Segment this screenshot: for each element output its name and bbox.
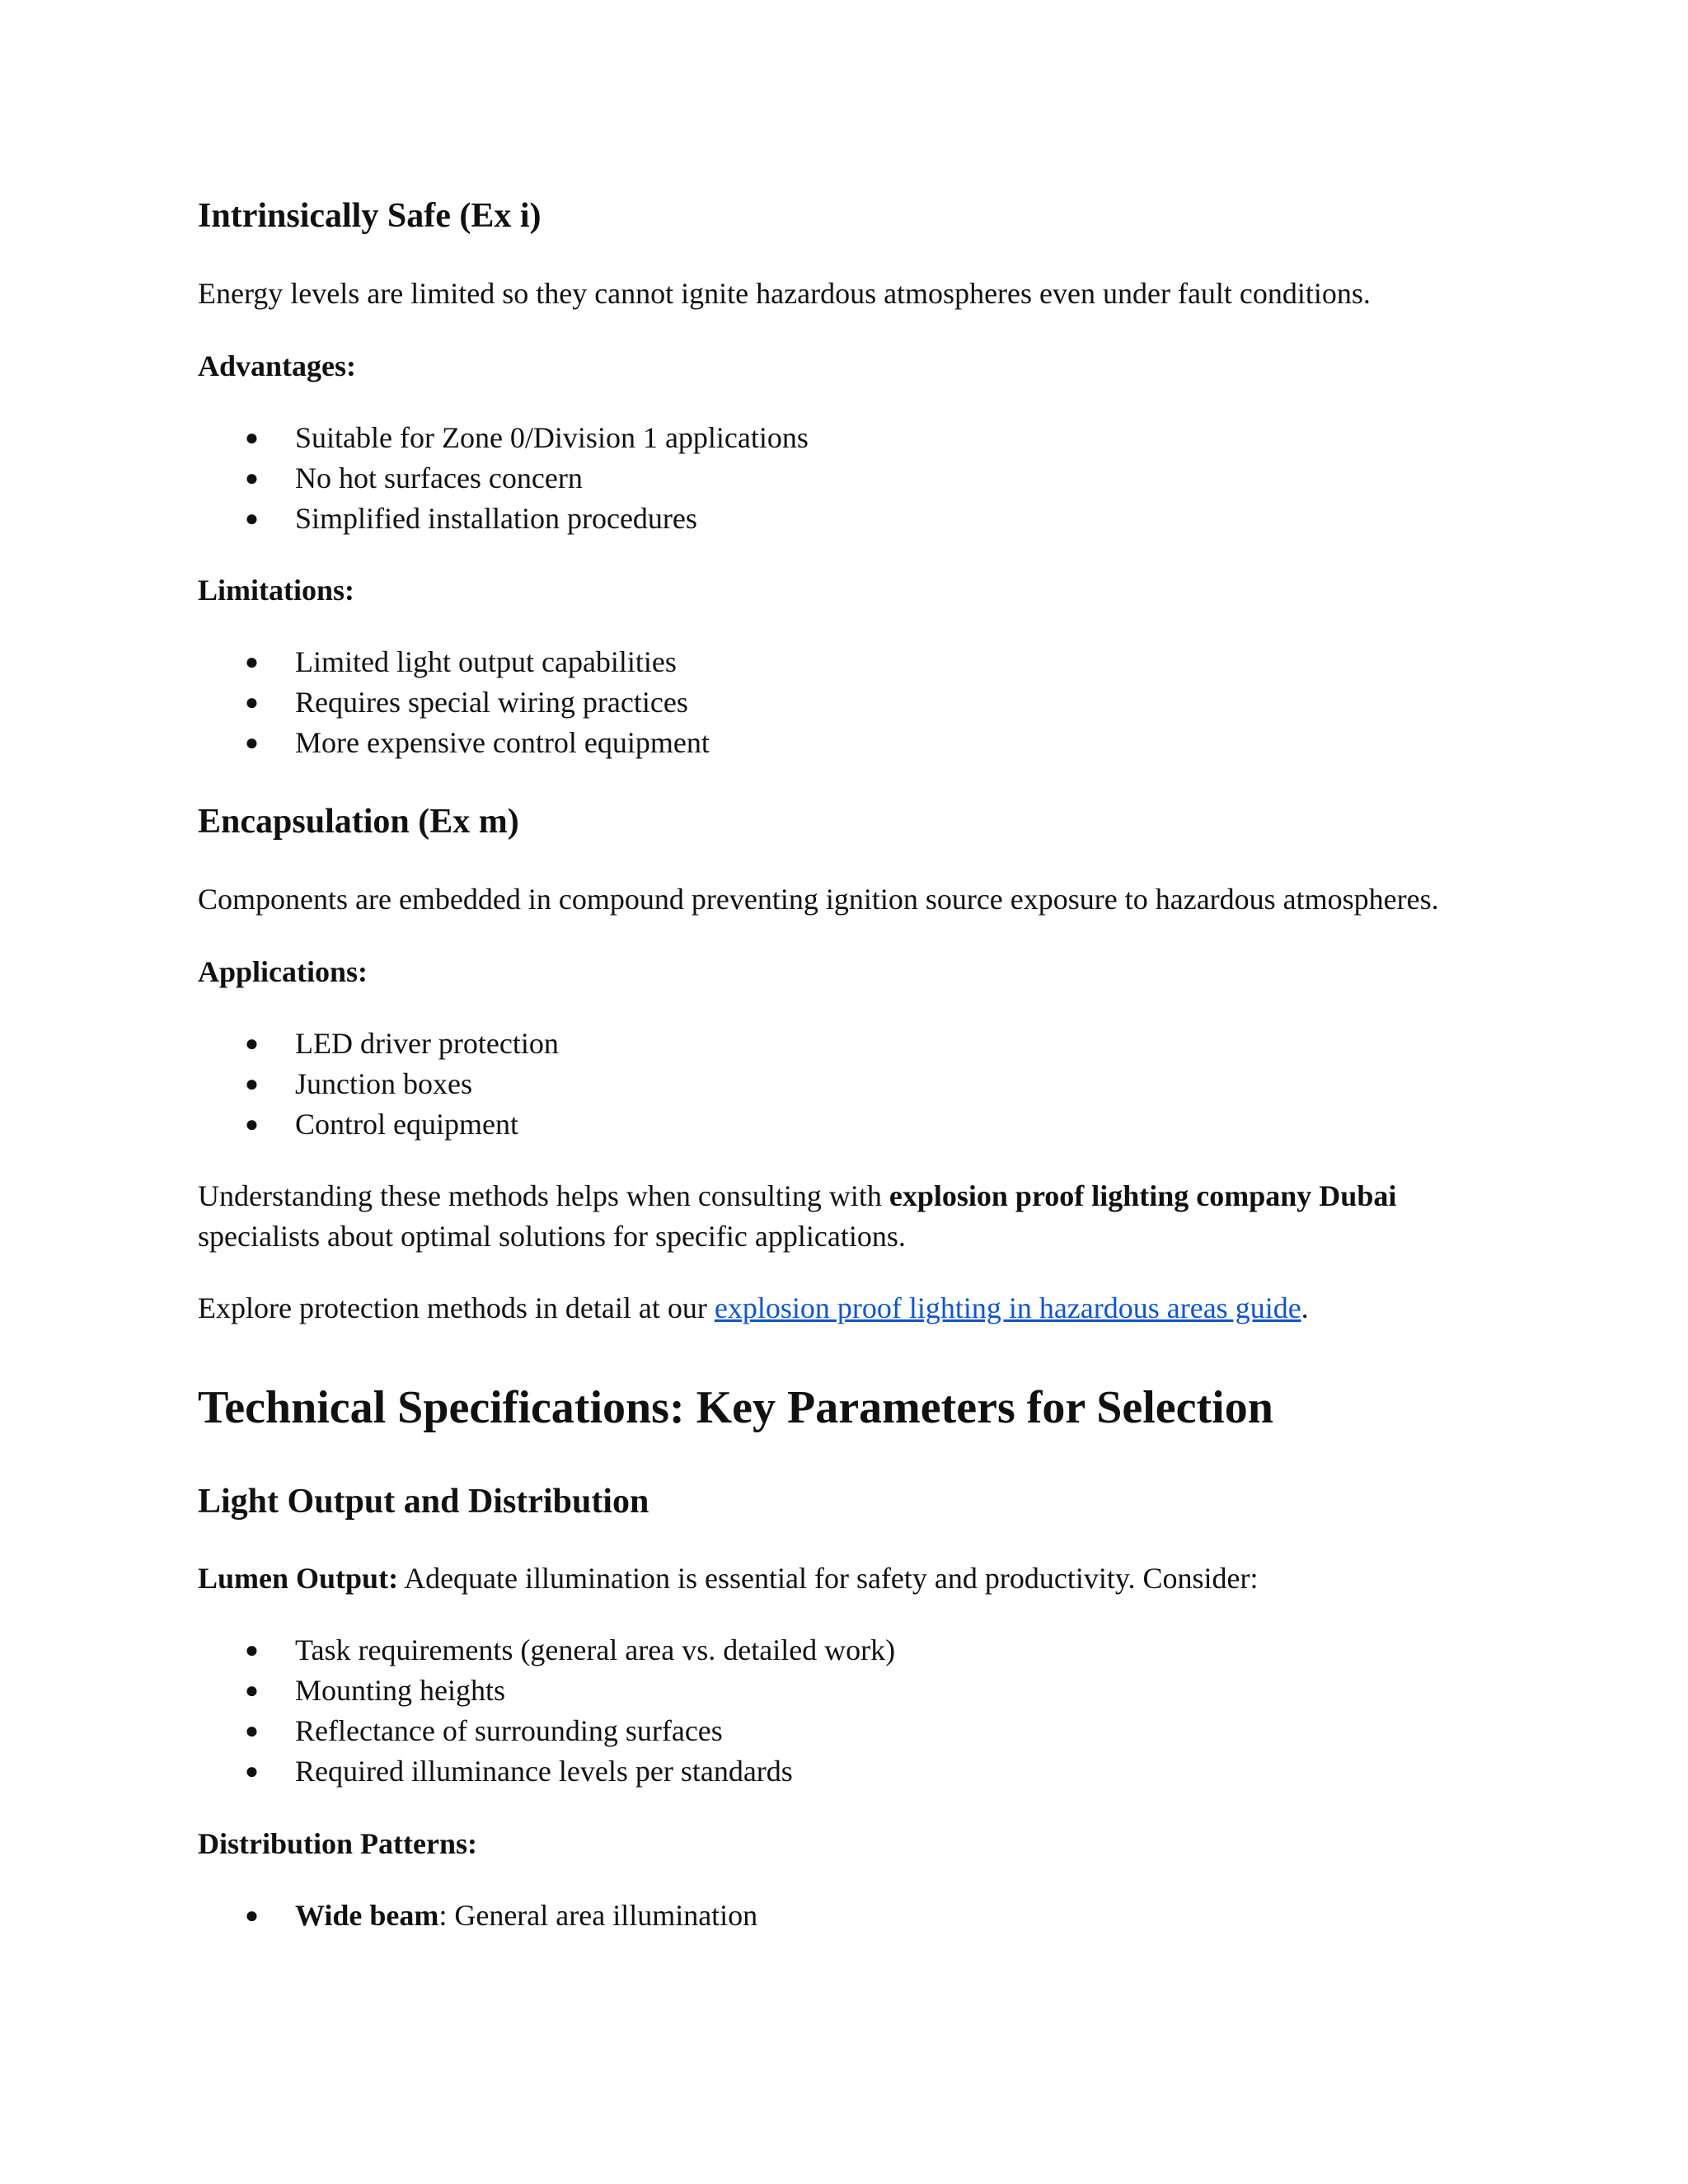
list-item: ● Requires special wiring practices <box>198 682 710 723</box>
list-item: ● Control equipment <box>198 1104 559 1145</box>
list-item: ● Simplified installation procedures <box>198 499 809 539</box>
applications-list <box>198 1024 559 1145</box>
list-item: ● Junction boxes <box>198 1064 559 1104</box>
hazardous-areas-guide-link[interactable]: explosion proof lighting in hazardous areas guide <box>714 1291 1301 1324</box>
bullet-icon: ● <box>245 1638 259 1663</box>
limitations-list <box>198 642 710 763</box>
heading-light-output: Light Output and Distribution <box>198 1483 649 1521</box>
bullet-icon: ● <box>245 1678 259 1704</box>
advantages-list <box>198 418 809 539</box>
distribution-patterns-label: Distribution Patterns: <box>198 1827 477 1860</box>
heading-encapsulation: Encapsulation (Ex m) <box>198 803 519 841</box>
exm-description: Components are embedded in compound preventing ignition source exposure to hazardous atmospheres. <box>198 883 1439 916</box>
list-item: ● Task requirements (general area vs. detailed work) <box>198 1630 895 1671</box>
bullet-icon: ● <box>245 690 259 715</box>
heading-intrinsically-safe: Intrinsically Safe (Ex i) <box>198 197 542 235</box>
bullet-icon: ● <box>245 425 259 451</box>
exi-description: Energy levels are limited so they cannot ignite hazardous atmospheres even under fault conditions. <box>198 277 1371 310</box>
list-item: ● Mounting heights <box>198 1671 895 1711</box>
distribution-patterns-list <box>198 1896 757 1936</box>
explore-paragraph: Explore protection methods in detail at our explosion proof lighting in hazardous areas guide. <box>198 1291 1309 1324</box>
list-item: ● LED driver protection <box>198 1024 559 1064</box>
lumen-output-label: Lumen Output: <box>198 1562 399 1595</box>
bullet-icon: ● <box>245 1759 259 1784</box>
bullet-icon: ● <box>245 1031 259 1057</box>
bullet-icon: ● <box>245 466 259 491</box>
list-item: ● No hot surfaces concern <box>198 458 809 499</box>
limitations-label: Limitations: <box>198 574 355 607</box>
list-item: ● More expensive control equipment <box>198 723 710 763</box>
bullet-icon: ● <box>245 1112 259 1137</box>
list-item: ● Suitable for Zone 0/Division 1 applications <box>198 418 809 458</box>
list-item: ● Limited light output capabilities <box>198 642 710 682</box>
bullet-icon: ● <box>245 506 259 532</box>
understanding-paragraph: Understanding these methods helps when consulting with explosion proof lighting company Dubai specialists about optimal solutions for specific applications. <box>198 1179 1397 1253</box>
bullet-icon: ● <box>245 1718 259 1744</box>
advantages-label: Advantages: <box>198 349 357 382</box>
lumen-considerations-list <box>198 1630 895 1792</box>
heading-technical-specifications: Technical Specifications: Key Parameters for Selection <box>198 1382 1273 1433</box>
bullet-icon: ● <box>245 730 259 756</box>
list-item: ● Wide beam: General area illumination <box>198 1896 757 1936</box>
list-item: ● Required illuminance levels per standards <box>198 1751 895 1792</box>
applications-label: Applications: <box>198 955 368 988</box>
bullet-icon: ● <box>245 1071 259 1097</box>
list-item: ● Reflectance of surrounding surfaces <box>198 1711 895 1751</box>
keyword-bold: explosion proof lighting company Dubai <box>889 1179 1397 1212</box>
bullet-icon: ● <box>245 1903 259 1929</box>
lumen-output-paragraph: Lumen Output: Adequate illumination is essential for safety and productivity. Consider: <box>198 1562 1259 1595</box>
bullet-icon: ● <box>245 649 259 675</box>
